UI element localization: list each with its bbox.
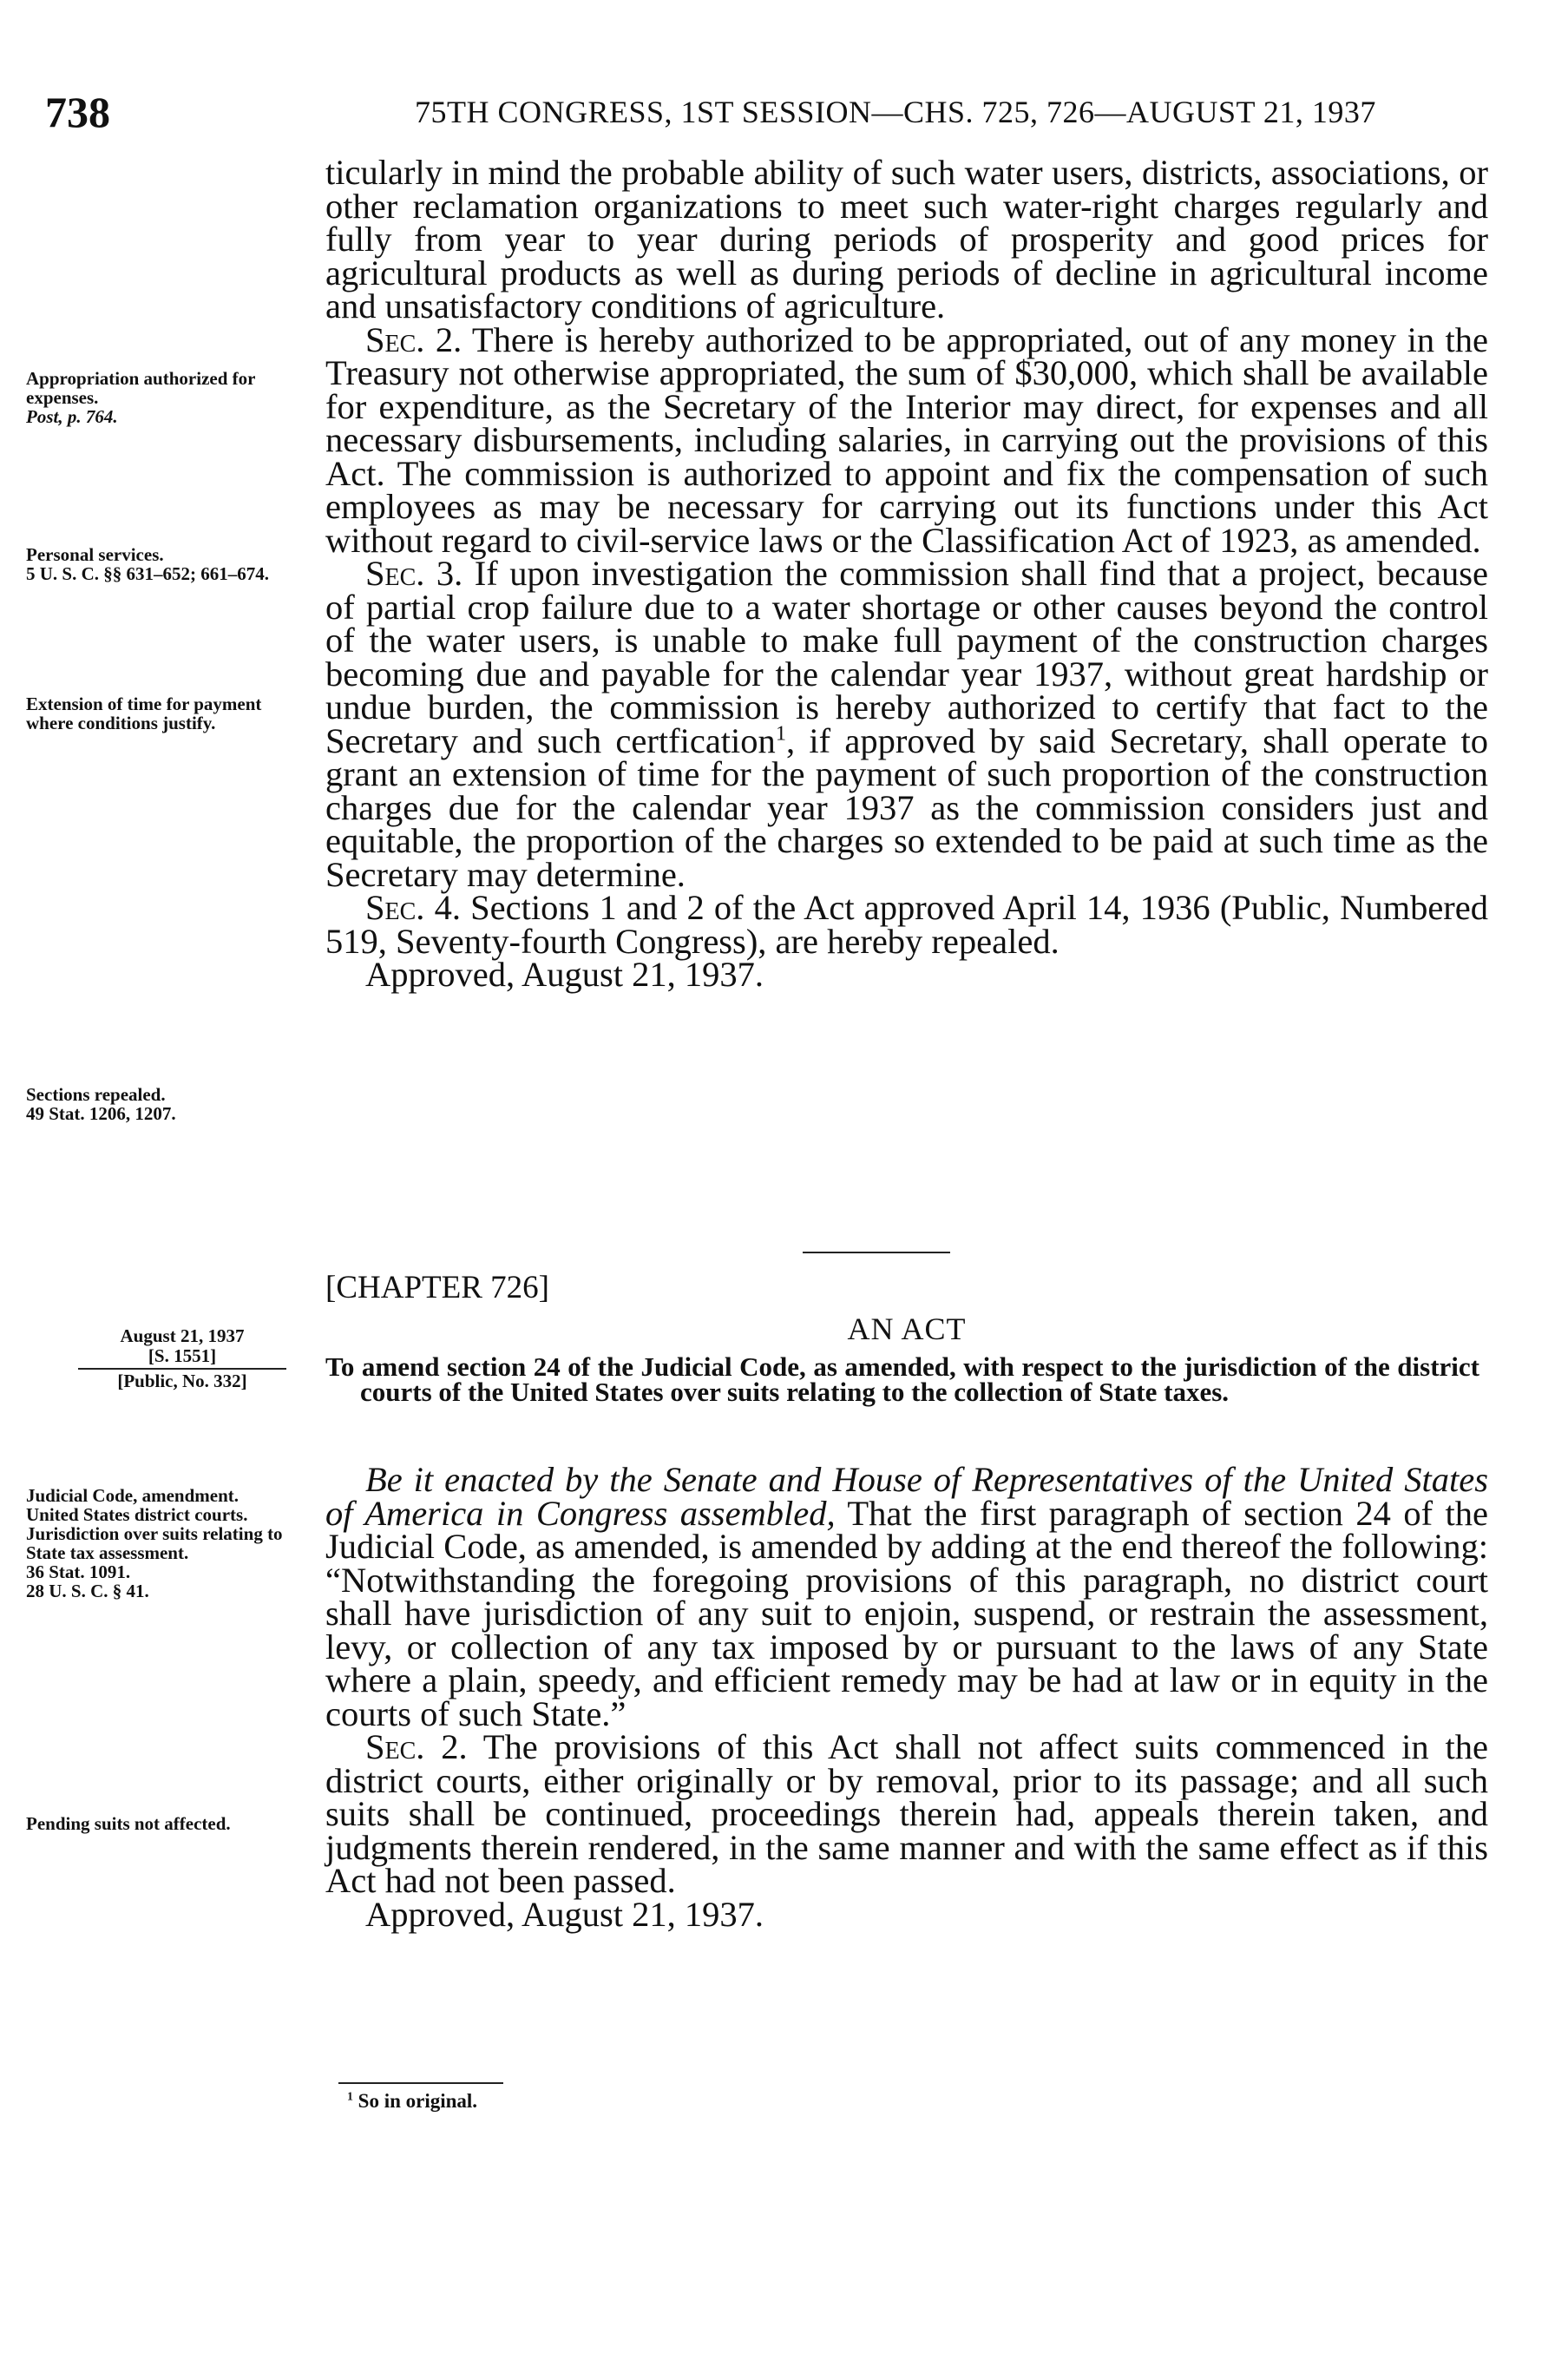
section-3-text-a: If upon investigation the commission shall find that a project, because of partial crop failure due to a water shortage or other causes beyond the control of the water users, is unable to make full payment of the construction charges becoming due and payable for the calendar year 1937, without great hardship or undue burden, the commission is hereby authorized to certify that fact to the Secretary and such certfication (325, 554, 1488, 760)
approved-725: Approved, August 21, 1937. (365, 955, 764, 994)
enacting-clause: Be it enacted by the Senate and House of Representatives of the United States of America in Congress assembled, (325, 1460, 1488, 1533)
footnote-mark: 1 (347, 2089, 353, 2103)
section-4-text: Sections 1 and 2 of the Act approved April 14, 1936 (Public, Numbered 519, Seventy-fourth Congress), are hereby repealed. (325, 888, 1489, 961)
section-4-label: Sec. 4. (365, 888, 461, 927)
section-1-text: That the first paragraph of section 24 of the Judicial Code, as amended, is amended by adding at the end thereof the following: “Notwithstanding the foregoing provisions of this paragraph, no district court shall have jurisdiction of any suit to enjoin, suspend, or restrain the assessment, levy, or collection of any tax imposed by or pursuant to the laws of any State where a plain, speedy, and efficient remedy may be had at law or in equity in the courts of such State.” (325, 1493, 1489, 1733)
jurisdiction-note: Jurisdiction over suits relating to State tax assessment. (26, 1523, 283, 1563)
footnote-text: So in original. (358, 2090, 478, 2112)
act-purpose: To amend section 24 of the Judicial Code, as amended, with respect to the jurisdiction of the district courts of the United States over suits relating to the collection of State taxes. (325, 1351, 1479, 1407)
footnote-rule (338, 2082, 503, 2084)
pending-suits-note: Pending suits not affected. (26, 1813, 231, 1834)
chapter-726-section-2 (325, 1727, 1488, 1900)
public-law-number: [Public, No. 332] (117, 1371, 247, 1391)
section-3-paragraph (325, 554, 1488, 894)
bill-meta-rule (78, 1368, 286, 1370)
extension-note: Extension of time for payment where conditions justify. (26, 694, 262, 733)
footnote (347, 2090, 477, 2113)
personal-services-reference: 5 U. S. C. §§ 631–652; 661–674. (26, 563, 270, 584)
page-number: 738 (45, 88, 110, 136)
section-4-paragraph (325, 888, 1489, 961)
personal-services-note: Personal services. (26, 544, 164, 565)
chapter-726-section-2-label: Sec. 2. (365, 1727, 468, 1766)
margin-note-pending-suits (26, 1814, 312, 1833)
section-2-paragraph (325, 319, 1488, 560)
bill-date: August 21, 1937 (120, 1325, 245, 1346)
section-divider (803, 1252, 950, 1253)
section-2-label: Sec. 2. (365, 319, 463, 359)
footnote-reference: 1 (775, 721, 786, 745)
sections-repealed-note: Sections repealed. (26, 1084, 166, 1105)
chapter-label: [CHAPTER 726] (325, 1270, 549, 1305)
bill-number: [S. 1551] (148, 1345, 217, 1366)
section-3-text-b: , if approved by said Secretary, shall operate to grant an extension of time for the payment of such proportion of the construction charges due for the calendar year 1937 as the commission considers just and equitable, the proportion of the charges so extended to be paid at such time as the Secretary may determine. (325, 720, 1488, 894)
continuation-paragraph: ticularly in mind the probable ability of such water users, districts, associations, or other reclamation organizations to meet such water-right charges regularly and fully from year to year during periods of prosperity and good prices for agricultural products as well as during periods of decline in agricultural income and unsatisfactory conditions of agriculture. (325, 153, 1488, 325)
stat-reference: 36 Stat. 1091. (26, 1561, 131, 1582)
chapter-726-body (325, 1460, 1489, 1934)
chapter-725-body (325, 153, 1489, 994)
chapter-726-section-2-text: The provisions of this Act shall not affect suits commenced in the district courts, either originally or by removal, prior to its passage; and all such suits shall be continued, proceedings therein had, appeals therein taken, and judgments therein rendered, in the same manner and with the same effect as if this Act had not been passed. (325, 1727, 1488, 1900)
appropriation-note: Appropriation authorized for expenses. (26, 368, 256, 408)
running-head: 75TH CONGRESS, 1ST SESSION—CHS. 725, 726—AUGUST 21, 1937 (415, 95, 1376, 129)
sections-repealed-reference: 49 Stat. 1206, 1207. (26, 1103, 176, 1124)
margin-note-judicial-code (26, 1486, 312, 1601)
section-2-text: There is hereby authorized to be appropriated, out of any money in the Treasury not otherwise appropriated, the sum of $30,000, which shall be available for expenditure, as the Secretary of the Interior may direct, for expenses and all necessary disbursements, including salaries, in carrying out the provisions of this Act. The commission is authorized to appoint and fix the compensation of such employees as may be necessary for carrying out its functions under this Act without regard to civil-service laws or the Classification Act of 1923, as amended. (325, 319, 1488, 560)
usc-reference: 28 U. S. C. § 41. (26, 1581, 149, 1601)
bill-metadata (52, 1326, 312, 1391)
margin-note-appropriation (26, 369, 312, 426)
district-courts-note: United States district courts. (26, 1504, 248, 1525)
approved-726: Approved, August 21, 1937. (365, 1894, 764, 1934)
section-3-label: Sec. 3. (365, 554, 463, 593)
an-act-heading: AN ACT (847, 1311, 967, 1346)
margin-note-extension (26, 694, 312, 733)
enacting-paragraph (325, 1460, 1489, 1733)
margin-note-sections-repealed (26, 1085, 312, 1123)
appropriation-reference: Post, p. 764. (26, 406, 118, 427)
judicial-code-note: Judicial Code, amendment. (26, 1485, 239, 1506)
margin-note-personal-services (26, 545, 312, 583)
